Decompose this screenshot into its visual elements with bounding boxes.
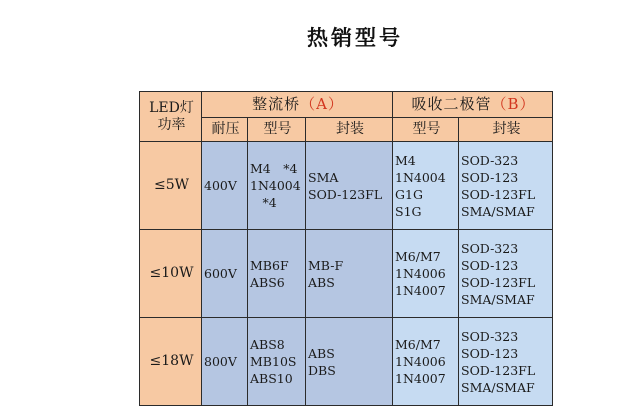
diode-group-tag: （B） <box>491 95 536 113</box>
led-power-header <box>140 92 202 142</box>
table-row <box>140 142 553 230</box>
table-row <box>140 230 553 318</box>
rectifier-model: ABS6 <box>250 274 285 290</box>
diode-model: M6/M7 <box>395 249 441 264</box>
rectifier-model-header: 型号 <box>248 118 306 142</box>
rectifier-package-header: 封装 <box>306 118 393 142</box>
power-cell: ≤10W <box>140 230 202 318</box>
hot-models-table <box>139 91 553 406</box>
diode-package: SOD-123FL <box>461 186 536 202</box>
rectifier-model: *4 <box>250 195 277 210</box>
diode-model: M6/M7 <box>395 337 441 352</box>
power-cell: ≤18W <box>140 318 202 406</box>
diode-package: SMA/SMAF <box>461 203 535 219</box>
rectifier-model-cell <box>248 230 306 318</box>
diode-package: SOD-123 <box>461 169 519 185</box>
rectifier-model: ABS10 <box>250 371 293 386</box>
diode-group-name: 吸收二极管 <box>411 95 492 113</box>
rectifier-package: MB-F <box>308 257 344 273</box>
diode-package: SOD-323 <box>461 328 519 344</box>
voltage-cell: 600V <box>202 230 248 318</box>
rectifier-package: SOD-123FL <box>308 186 383 202</box>
diode-model-cell <box>393 230 459 318</box>
diode-model: G1G <box>395 186 423 202</box>
rectifier-group-header <box>202 92 393 118</box>
diode-package: SOD-123 <box>461 257 519 273</box>
withstand-voltage-header: 耐压 <box>202 118 248 142</box>
diode-package-header: 封装 <box>459 118 553 142</box>
diode-package-cell <box>459 142 553 230</box>
rectifier-package: ABS <box>308 274 335 290</box>
rectifier-package-cell <box>306 230 393 318</box>
diode-group-header <box>393 92 553 118</box>
rectifier-model: MB6F <box>250 257 289 273</box>
diode-package: SOD-323 <box>461 152 519 168</box>
diode-package: SOD-123 <box>461 345 519 361</box>
diode-model: 1N4006 <box>395 266 446 281</box>
page-title: 热销型号 <box>307 25 403 50</box>
power-cell: ≤5W <box>140 142 202 230</box>
diode-package-cell <box>459 318 553 406</box>
diode-package: SOD-123FL <box>461 362 536 378</box>
diode-model-cell <box>393 142 459 230</box>
rectifier-model: 1N4004 <box>250 178 301 193</box>
led-power-header-line-1: LED灯 <box>149 99 194 116</box>
voltage-cell: 800V <box>202 318 248 406</box>
diode-model: M4 <box>395 152 416 168</box>
diode-package: SMA/SMAF <box>461 379 535 395</box>
diode-package: SMA/SMAF <box>461 291 535 307</box>
rectifier-model: MB10S <box>250 354 297 369</box>
rectifier-package: DBS <box>308 362 336 378</box>
rectifier-model-cell <box>248 318 306 406</box>
diode-model: S1G <box>395 203 422 219</box>
rectifier-group-name: 整流桥 <box>252 95 301 113</box>
voltage-cell: 400V <box>202 142 248 230</box>
diode-model: 1N4007 <box>395 371 446 386</box>
diode-package: SOD-323 <box>461 240 519 256</box>
rectifier-model: M4 *4 <box>250 161 298 176</box>
rectifier-model: ABS8 <box>250 337 285 352</box>
rectifier-package-cell <box>306 142 393 230</box>
diode-model: 1N4004 <box>395 169 446 185</box>
rectifier-model-cell <box>248 142 306 230</box>
header-row-2 <box>140 118 553 142</box>
rectifier-group-tag: （A） <box>300 95 344 113</box>
diode-package: SOD-123FL <box>461 274 536 290</box>
diode-model: 1N4007 <box>395 283 446 298</box>
header-row-1 <box>140 92 553 118</box>
table-row <box>140 318 553 406</box>
diode-package-cell <box>459 230 553 318</box>
led-power-header-line-2: 功率 <box>157 116 186 133</box>
rectifier-package: SMA <box>308 169 339 185</box>
rectifier-package-cell <box>306 318 393 406</box>
diode-model: 1N4006 <box>395 354 446 369</box>
diode-model-cell <box>393 318 459 406</box>
diode-model-header: 型号 <box>393 118 459 142</box>
rectifier-package: ABS <box>308 345 335 361</box>
